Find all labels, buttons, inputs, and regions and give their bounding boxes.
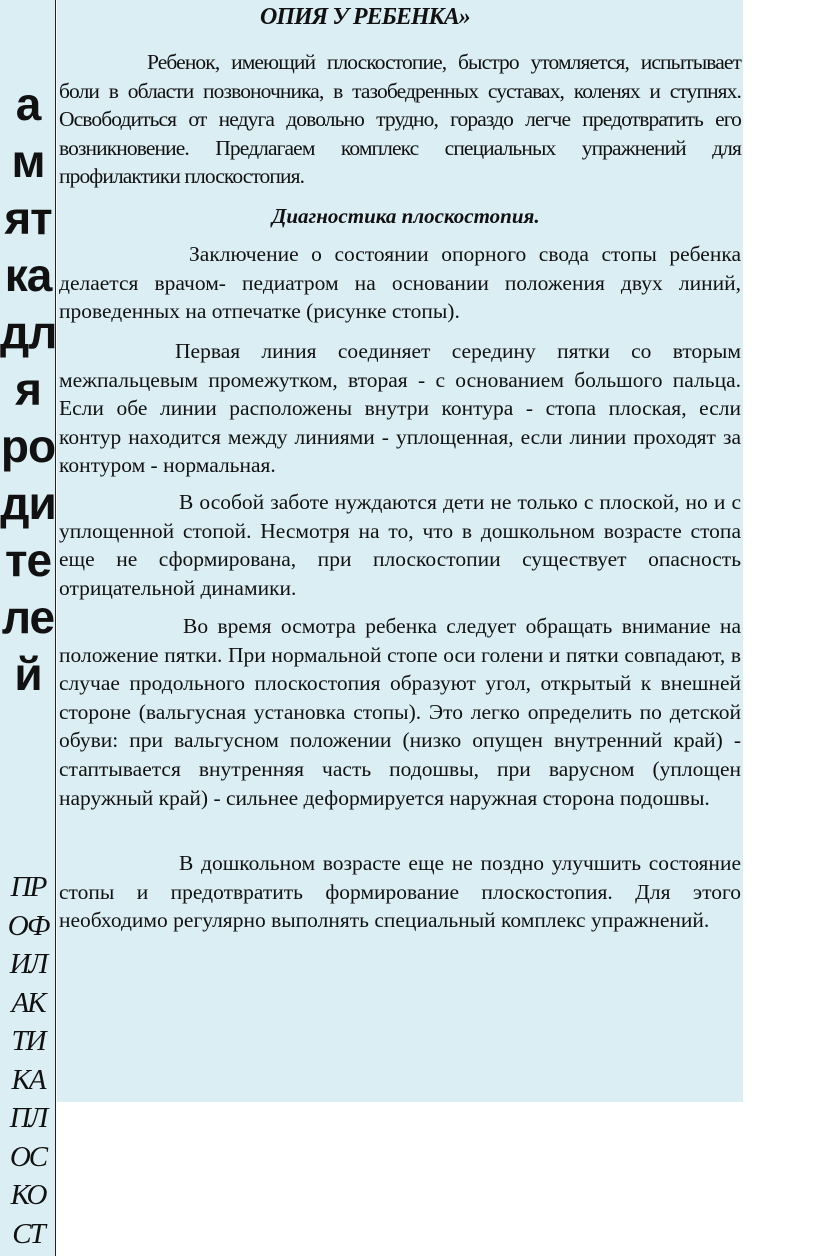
vertical-title-line: а [15,78,41,130]
vertical-title-line: те [4,534,52,586]
vertical-subtitle-line: ИЛ [9,948,47,980]
diagnostics-heading: Диагностика плоскостопия. [272,204,540,228]
preschool-paragraph [59,849,741,935]
conclusion-text: Заключение о состоянии опорного свода стопы ребенка делается врачом- педиатром на основании положения двух линий, проведенных на отпечатке (рисунке стопы). [59,242,741,324]
vertical-subtitle [0,868,56,1253]
vertical-subtitle-line: КО [10,1179,46,1211]
vertical-subtitle-line: ПР [10,871,46,903]
vertical-title-line: ка [4,249,52,301]
vertical-subtitle-line: ОФ [7,909,49,942]
vertical-title-line: ят [4,192,52,244]
intro-paragraph [59,48,741,191]
lines-text: Первая линия соединяет середину пятки со вторым межпальцевым промежутком, вторая - с основанием большого пальца. Если обе линии расположены внутри контура - стопа плоская, если контур находится между линиями - уплощенная, если линии проходят за контуром - нормальная. [59,339,741,478]
exam-paragraph [59,612,741,812]
lines-paragraph [59,337,741,480]
vertical-subtitle-line: КА [11,1063,45,1096]
vertical-title [0,76,56,703]
vertical-title-line: ро [0,420,56,472]
exam-text: Во время осмотра ребенка следует обращать внимание на положение пятки. При нормальной стопе оси голени и пятки совпадают, в случае продольного плоскостопия образуют угол, открытый к внешней стороне (вальгусная установка стопы). Это легко определить по детской обуви: при вальгусном положении (низко опущен внутренний край) - стаптывается внутренняя часть подошвы, при варусном (уплощен наружный край) - сильнее деформируется наружная сторона подошвы. [59,614,741,810]
document-body [57,0,743,1102]
vertical-title-line: м [11,135,45,187]
vertical-title-line: я [15,363,41,415]
page-title: ОПИЯ У РЕБЕНКА» [260,4,470,30]
vertical-subtitle-line: ТИ [11,1025,45,1057]
preschool-text: В дошкольном возрасте еще не поздно улучшить состояние стопы и предотвратить формирование плоскостопия. Для этого необходимо регулярно выполнять специальный комплекс упражнений. [59,851,741,933]
vertical-title-line: ди [0,477,56,529]
vertical-subtitle-line: ОС [9,1140,47,1173]
vertical-title-line: дл [0,306,57,358]
vertical-title-line: й [14,648,42,700]
vertical-subtitle-line: ПЛ [9,1102,47,1134]
conclusion-paragraph [59,240,741,326]
sidebar-panel [0,0,56,1256]
vertical-title-line: ле [1,591,55,643]
care-paragraph [59,488,741,602]
vertical-subtitle-line: СТ [12,1217,44,1250]
intro-text: Ребенок, имеющий плоскостопие, быстро утомляется, испытывает боли в области позвоночника, в тазобедренных суставах, коленях и ступнях. Освободиться от недуга довольно трудно, гораздо легче предотвратить его возникновение. Предлагаем комплекс специальных упражнений для профилактики плоскостопия. [59,50,741,189]
vertical-subtitle-line: АК [11,986,45,1019]
care-text: В особой заботе нуждаются дети не только с плоской, но и с уплощенной стопой. Несмотря на то, что в дошкольном возрасте стопа еще не сформирована, при плоскостопии существует опасность отрицательной динамики. [59,490,741,600]
